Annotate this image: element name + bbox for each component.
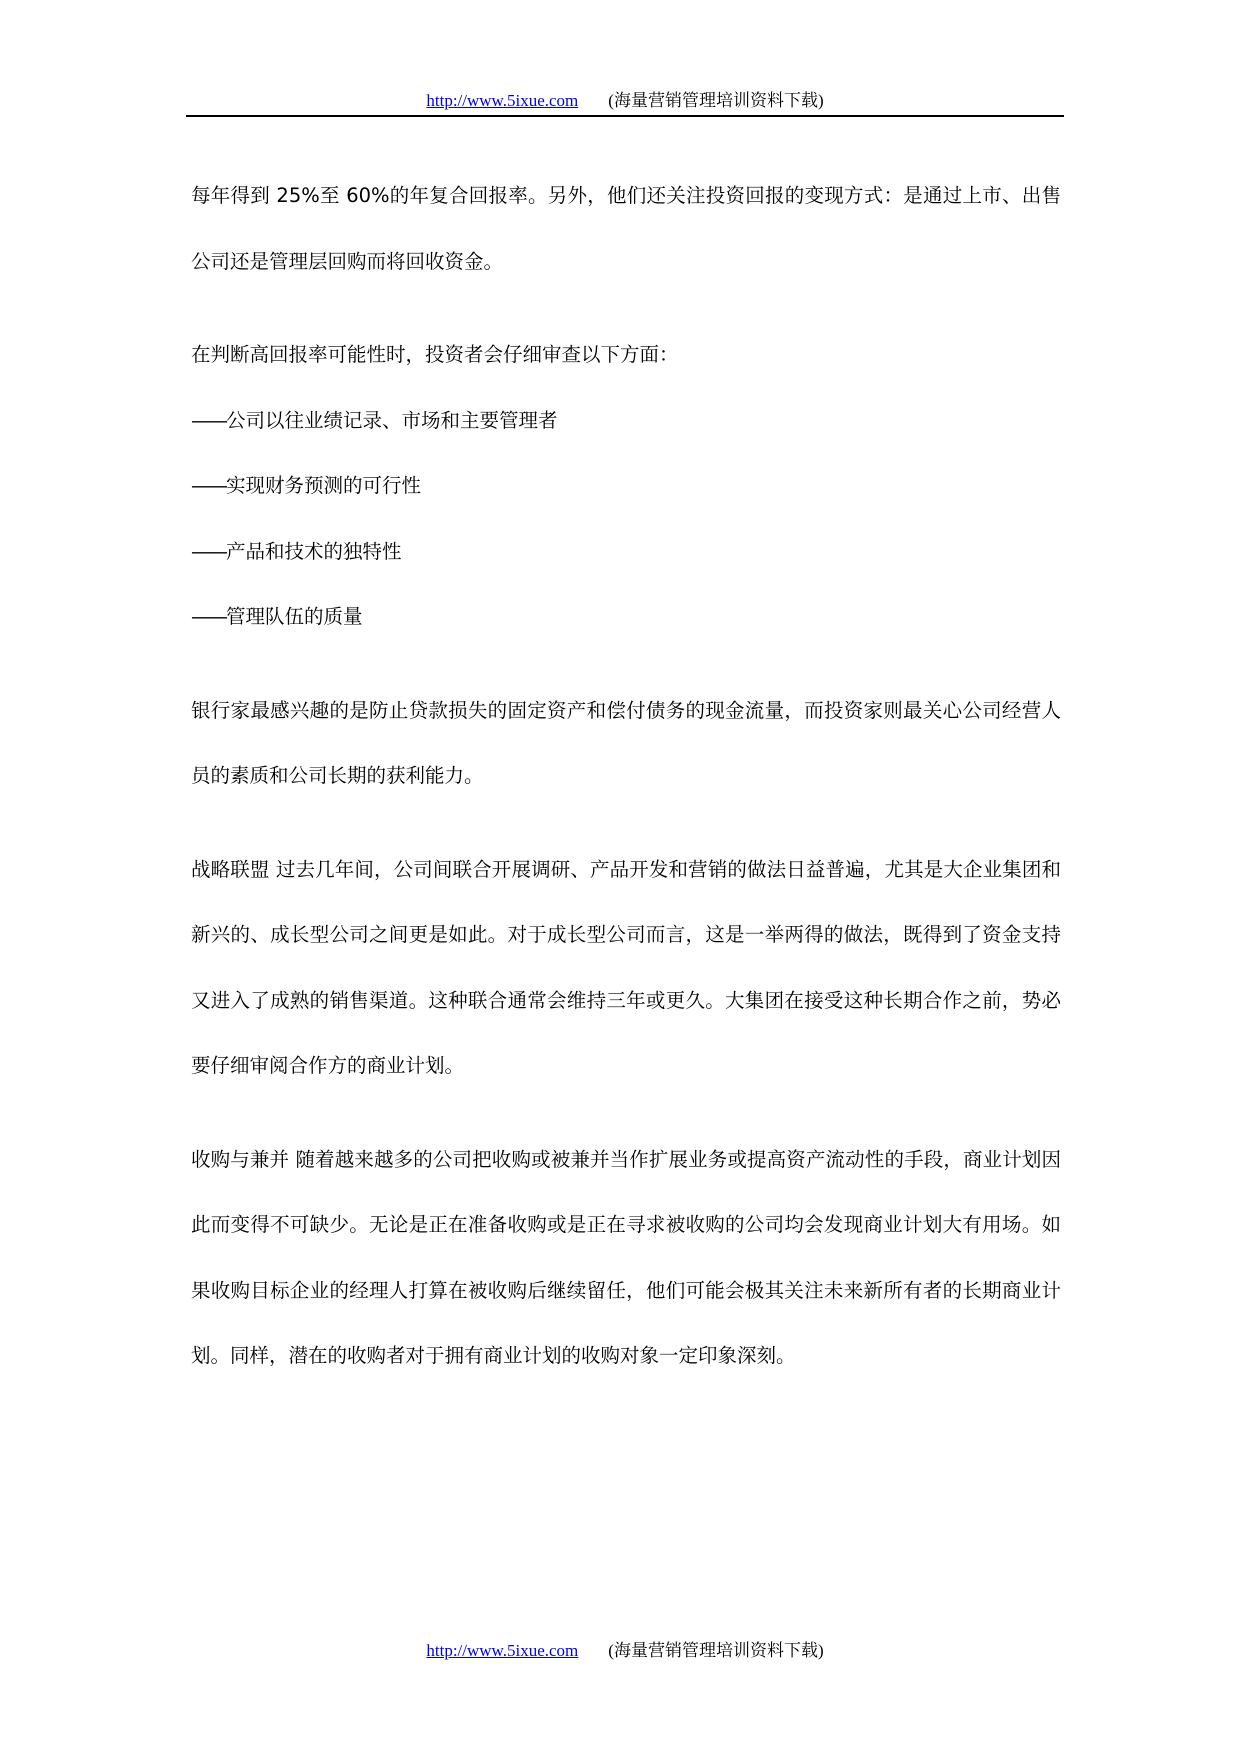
paragraph-mergers: 收购与兼并 随着越来越多的公司把收购或被兼并当作扩展业务或提高资产流动性的手段，商业计划因此而变得不可缺少。无论是正在准备收购或是正在寻求被收购的公司均会发现商业计划大有用场。如果收购目标企业的经理人打算在被收购后继续留任，他们可能会极其关注未来新所有者的长期商业计划。同样，潜在的收购者对于拥有商业计划的收购对象一定印象深刻。 xyxy=(191,1147,1061,1367)
header-link[interactable]: http://www.5ixue.com xyxy=(426,91,579,110)
header-note: (海量营销管理培训资料下载) xyxy=(608,91,824,110)
paragraph-strategic-alliance: 战略联盟 过去几年间，公司间联合开展调研、产品开发和营销的做法日益普遍，尤其是大企业集团和新兴的、成长型公司之间更是如此。对于成长型公司而言，这是一举两得的做法，既得到了资金支持又进入了成熟的销售渠道。这种联合通常会维持三年或更久。大集团在接受这种长期合作之前，势必要仔细审阅合作方的商业计划。 xyxy=(191,857,1061,1077)
footer-note: (海量营销管理培训资料下载) xyxy=(608,1641,824,1660)
paragraph-review-intro: 在判断高回报率可能性时，投资者会仔细审查以下方面： xyxy=(191,343,679,366)
list-item: ——公司以往业绩记录、市场和主要管理者 xyxy=(191,408,558,432)
header-rule xyxy=(186,115,1064,117)
paragraph-return-rate: 每年得到 25%至 60%的年复合回报率。另外，他们还关注投资回报的变现方式：是通过上市、出售公司还是管理层回购而将回收资金。 xyxy=(191,184,1061,273)
footer-link[interactable]: http://www.5ixue.com xyxy=(426,1641,579,1660)
page-header xyxy=(186,90,1064,112)
list-item: ——管理队伍的质量 xyxy=(191,605,363,628)
document-body xyxy=(191,163,1061,1417)
list-item: ——实现财务预测的可行性 xyxy=(191,474,422,497)
review-list xyxy=(191,388,1061,650)
paragraph-bankers: 银行家最感兴趣的是防止贷款损失的固定资产和偿付债务的现金流量，而投资家则最关心公司经营人员的素质和公司长期的获利能力。 xyxy=(191,698,1061,787)
list-item: ——产品和技术的独特性 xyxy=(191,539,402,563)
page-footer xyxy=(186,1640,1064,1662)
